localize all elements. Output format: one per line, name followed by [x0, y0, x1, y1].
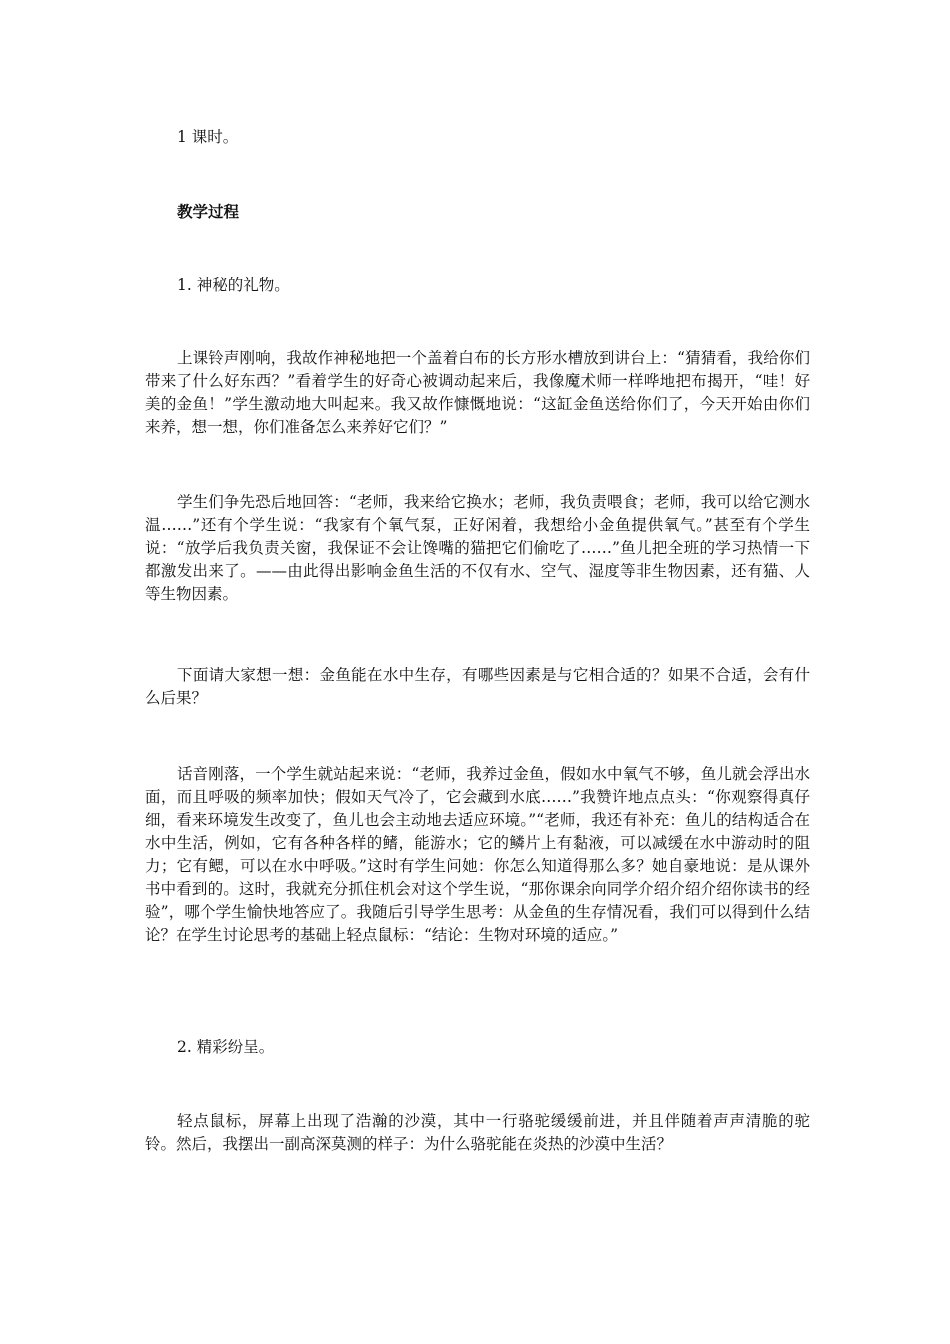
paragraph-1: 上课铃声刚响，我故作神秘地把一个盖着白布的长方形水槽放到讲台上：“猜猜看，我给你们带来了什么好东西？”看着学生的好奇心被调动起来后，我像魔术师一样哗地把布揭开，“哇！好美的金鱼！”学生激动地大叫起来。我又故作慷慨地说：“这缸金鱼送给你们了，今天开始由你们来养，想一想，你们准备怎么来养好它们？” [145, 349, 810, 436]
section-heading-teaching-process: 教学过程 [177, 203, 240, 221]
paragraph-2: 学生们争先恐后地回答：“老师，我来给它换水；老师，我负责喂食；老师，我可以给它测水温……”还有个学生说：“我家有个氧气泵，正好闲着，我想给小金鱼提供氧气。”甚至有个学生说：“放学后我负责关窗，我保证不会让馋嘴的猫把它们偷吃了……”鱼儿把全班的学习热情一下都激发出来了。——由此得出影响金鱼生活的不仅有水、空气、湿度等非生物因素，还有猫、人等生物因素。 [145, 493, 810, 603]
paragraph-4: 话音刚落，一个学生就站起来说：“老师，我养过金鱼，假如水中氧气不够，鱼儿就会浮出水面，而且呼吸的频率加快；假如天气冷了，它会藏到水底……”我赞许地点点头：“你观察得真仔细，看来环境发生改变了，鱼儿也会主动地去适应环境。”“老师，我还有补充：鱼儿的结构适合在水中生活，例如，它有各种各样的鳍，能游水；它的鳞片上有黏液，可以减缓在水中游动时的阻力；它有鳃，可以在水中呼吸。”这时有学生问她：你怎么知道得那么多？她自豪地说：是从课外书中看到的。这时，我就充分抓住机会对这个学生说，“那你课余向同学介绍介绍介绍你读书的经验”，哪个学生愉快地答应了。我随后引导学生思考：从金鱼的生存情况看，我们可以得到什么结论？在学生讨论思考的基础上轻点鼠标：“结论：生物对环境的适应。” [145, 765, 810, 944]
paragraph-5: 轻点鼠标，屏幕上出现了浩瀚的沙漠，其中一行骆驼缓缓前进，并且伴随着声声清脆的驼铃。然后，我摆出一副高深莫测的样子：为什么骆驼能在炎热的沙漠中生活？ [145, 1112, 810, 1153]
section-2-title: 2. 精彩纷呈。 [177, 1038, 275, 1056]
section-1-title: 1. 神秘的礼物。 [177, 276, 290, 294]
paragraph-3: 下面请大家想一想：金鱼能在水中生存，有哪些因素是与它相合适的？如果不合适，会有什么后果？ [145, 666, 810, 707]
lesson-duration: 1 课时。 [177, 128, 239, 146]
